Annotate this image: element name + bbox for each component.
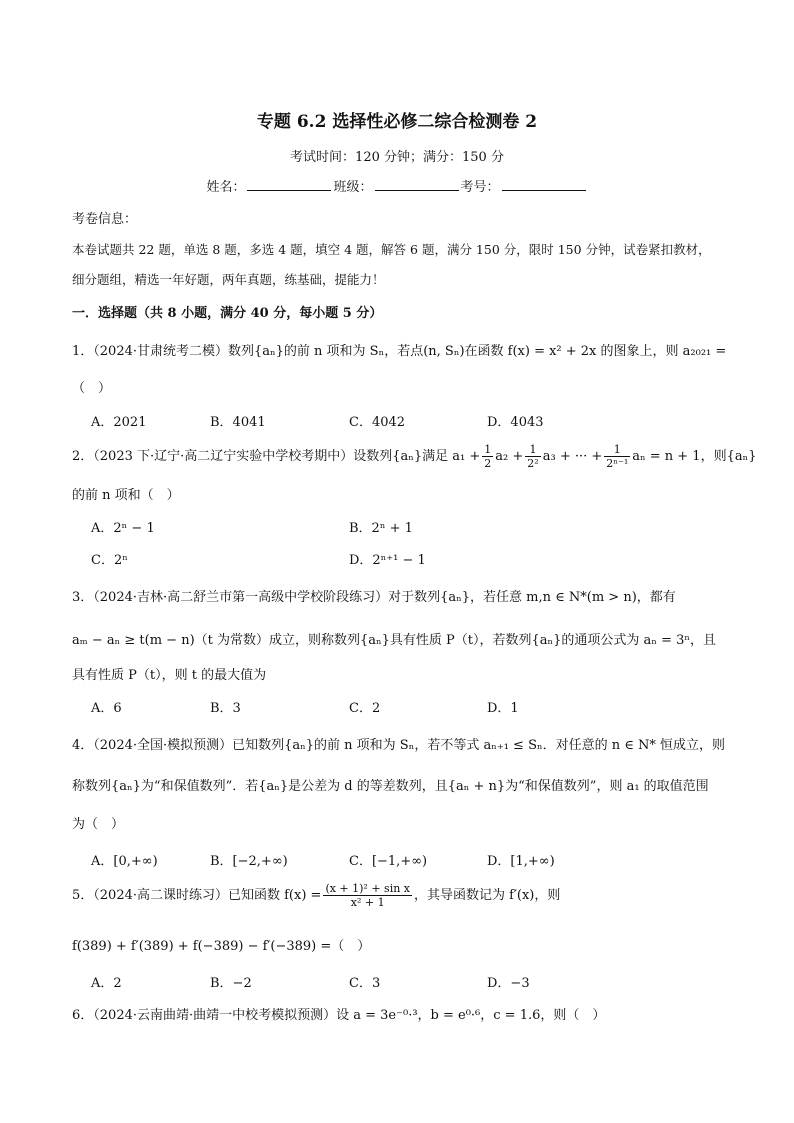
name-label: 姓名： — [206, 180, 246, 195]
q3-option-c[interactable]: C．2 — [349, 701, 381, 716]
q2-frac-3 — [604, 443, 630, 470]
q2-frac-2 — [525, 443, 540, 470]
q2-frac-1 — [482, 443, 493, 470]
q5-option-b[interactable]: B．−2 — [210, 976, 252, 991]
q1-stem: 1．（2024·甘肃统考二模）数列{aₙ}的前 n 项和为 Sₙ，若点(n, Sₙ)在函数 f(x) = x² + 2x 的图象上，则 a₂₀₂₁ = — [72, 344, 727, 359]
q1-option-a[interactable]: A．2021 — [91, 415, 147, 430]
q3-option-d[interactable]: D．1 — [487, 701, 519, 716]
q2-frac-1-den: 2 — [484, 457, 492, 470]
student-info-row — [0, 176, 794, 195]
q2-frac-3-den: 2ⁿ⁻¹ — [606, 457, 629, 470]
q1-option-d[interactable]: D．4043 — [487, 415, 544, 430]
document-title: 专题 6.2 选择性必修二综合检测卷 2 — [256, 112, 538, 132]
q4-stem-2: 称数列{aₙ}为“和保值数列”．若{aₙ}是公差为 d 的等差数列，且{aₙ + n}为“和保值数列”，则 a₁ 的取值范围 — [72, 779, 709, 794]
q2-prefix: 2．（2023 下·辽宁·高二辽宁实验中学校考期中）设数列{aₙ}满足 a₁ + — [72, 449, 481, 464]
q3-option-b[interactable]: B．3 — [210, 701, 241, 716]
q1-option-b[interactable]: B．4041 — [210, 415, 266, 430]
q2-frac-2-den: 2² — [527, 457, 539, 470]
q5-frac-den: x² + 1 — [350, 896, 385, 909]
q3-option-a[interactable]: A．6 — [91, 701, 122, 716]
q3-stem: 3．（2024·吉林·高二舒兰市第一高级中学校阶段练习）对于数列{aₙ}，若任意 m,n ∈ N*(m > n)，都有 — [72, 590, 676, 605]
info-line-2: 细分题组，精选一年好题，两年真题，练基础，提能力！ — [72, 272, 385, 287]
q4-option-a[interactable]: A．[0,+∞) — [91, 854, 158, 869]
q4-option-d[interactable]: D．[1,+∞) — [487, 854, 555, 869]
q5-prefix: 5．（2024·高二课时练习）已知函数 f(x) = — [72, 888, 322, 903]
q5-frac-num: (x + 1)² + sin x — [325, 882, 410, 895]
q6-stem: 6．（2024·云南曲靖·曲靖一中校考模拟预测）设 a = 3e⁻⁰·³，b = e⁰·⁶，c = 1.6，则（ ） — [72, 1008, 606, 1023]
q5-stem — [72, 882, 560, 910]
q3-stem-2: aₘ − aₙ ≥ t(m − n)（t 为常数）成立，则称数列{aₙ}具有性质 P（t），若数列{aₙ}的通项公式为 aₙ = 3ⁿ，且 — [72, 633, 716, 648]
q1-stem-2: （ ） — [72, 381, 112, 396]
q5-suffix: ，其导函数记为 f′(x)，则 — [414, 888, 561, 903]
q2-option-c[interactable]: C．2ⁿ — [91, 553, 128, 568]
class-label: 班级： — [333, 180, 373, 195]
info-line-1: 本卷试题共 22 题，单选 8 题，多选 4 题，填空 4 题，解答 6 题，满分 150 分，限时 150 分钟，试卷紧扣教材， — [72, 242, 711, 257]
q2-frac-2-num: 1 — [525, 443, 540, 457]
name-blank[interactable] — [247, 178, 331, 191]
q2-suffix: aₙ = n + 1，则{aₙ} — [632, 449, 757, 464]
q4-option-c[interactable]: C．[−1,+∞) — [349, 854, 428, 869]
exam-time: 考试时间：120 分钟；满分：150 分 — [290, 150, 504, 165]
q2-stem-2: 的前 n 项和（ ） — [72, 488, 180, 503]
q2-stem — [72, 443, 757, 470]
q2-frac-3-num: 1 — [604, 443, 630, 457]
q5-stem-2: f(389) + f′(389) + f(−389) − f′(−389) =（ ） — [72, 939, 371, 954]
q3-stem-3: 具有性质 P（t），则 t 的最大值为 — [72, 668, 267, 683]
q2-mid-1: a₂ + — [495, 449, 524, 464]
q2-option-a[interactable]: A．2ⁿ − 1 — [91, 521, 155, 536]
q5-option-c[interactable]: C．3 — [349, 976, 381, 991]
q5-option-d[interactable]: D．−3 — [487, 976, 530, 991]
q5-option-a[interactable]: A．2 — [91, 976, 122, 991]
id-label: 考号： — [460, 180, 500, 195]
q2-option-b[interactable]: B．2ⁿ + 1 — [349, 521, 413, 536]
class-blank[interactable] — [375, 178, 459, 191]
q1-option-c[interactable]: C．4042 — [349, 415, 406, 430]
q4-option-b[interactable]: B．[−2,+∞) — [210, 854, 288, 869]
q4-stem-3: 为（ ） — [72, 817, 125, 832]
q2-mid-2: a₃ + ··· + — [542, 449, 603, 464]
q2-frac-1-num: 1 — [484, 443, 492, 456]
info-heading: 考卷信息： — [72, 212, 138, 227]
id-blank[interactable] — [502, 178, 586, 191]
q2-option-d[interactable]: D．2ⁿ⁺¹ − 1 — [349, 553, 426, 568]
section-heading: 一．选择题（共 8 小题，满分 40 分，每小题 5 分） — [72, 306, 383, 321]
q4-stem: 4．（2024·全国·模拟预测）已知数列{aₙ}的前 n 项和为 Sₙ，若不等式 aₙ₊₁ ≤ Sₙ．对任意的 n ∈ N* 恒成立，则 — [72, 738, 726, 753]
q5-frac — [323, 882, 412, 909]
